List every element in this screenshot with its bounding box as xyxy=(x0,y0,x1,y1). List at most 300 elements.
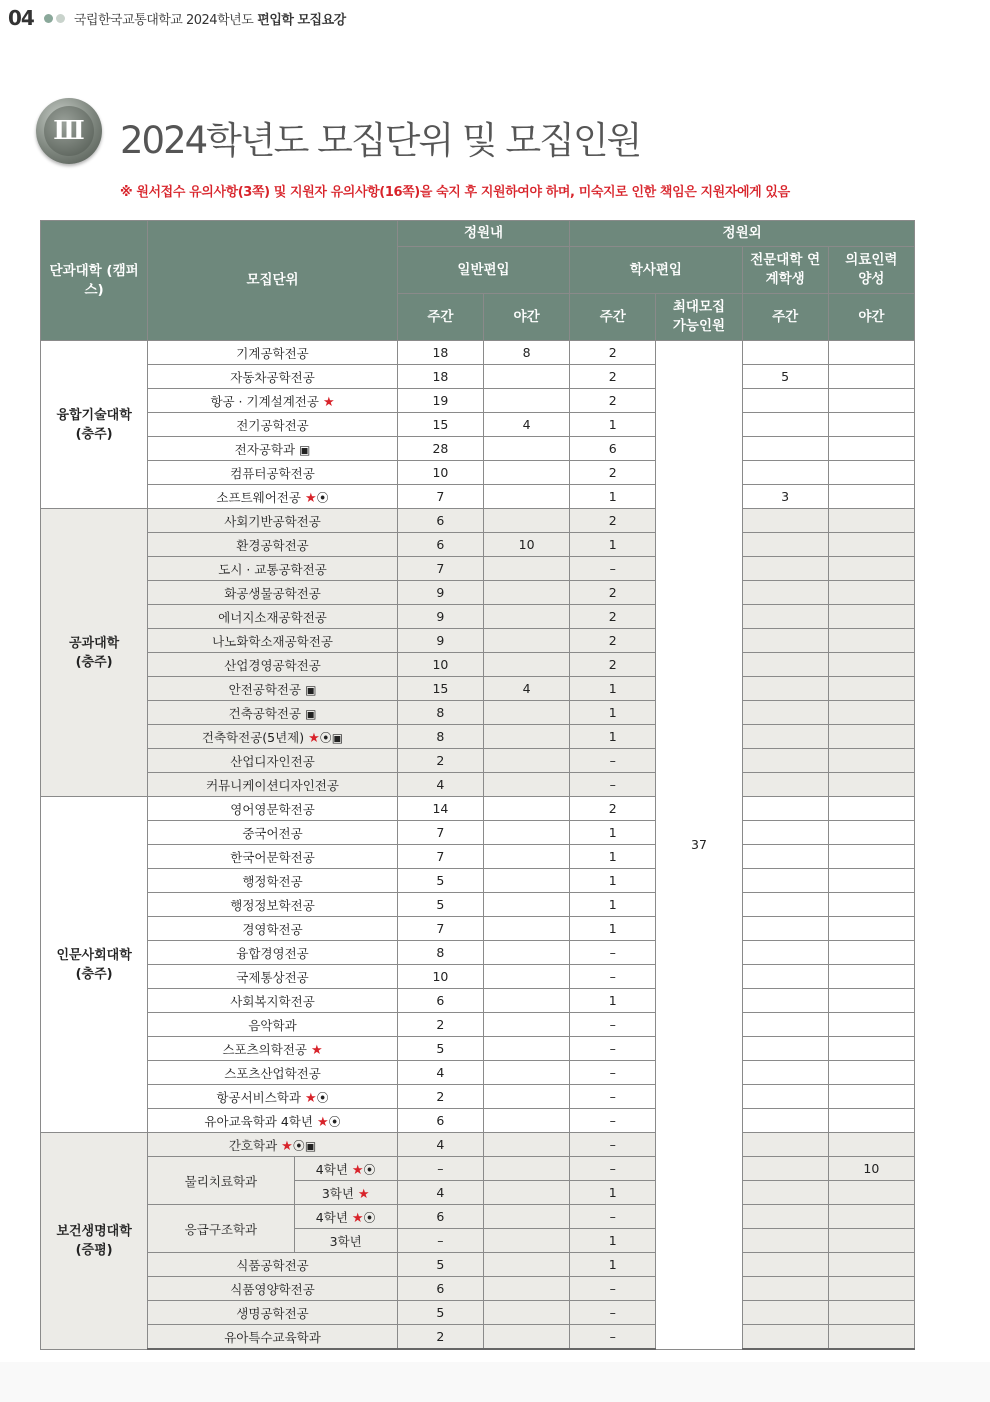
medical-value xyxy=(828,605,914,629)
general-night-value xyxy=(484,1205,570,1229)
unit-name: 한국어문학전공 xyxy=(230,849,315,865)
bachelor-day-value: 1 xyxy=(570,917,656,941)
page-number: 04 xyxy=(8,6,34,30)
general-day-value: 10 xyxy=(397,965,483,989)
general-night-value xyxy=(484,965,570,989)
general-night-value xyxy=(484,389,570,413)
table-row xyxy=(41,485,915,509)
medical-header: 의료인력 양성 xyxy=(828,247,914,294)
unit-name-cell xyxy=(148,917,398,941)
general-day-value: – xyxy=(397,1229,483,1253)
unit-name-cell xyxy=(148,1277,398,1301)
junior-college-value xyxy=(742,1325,828,1350)
unit-mark-symbol: ★⦿ xyxy=(304,1090,329,1106)
bachelor-day-value: 2 xyxy=(570,341,656,365)
bachelor-day-value: 2 xyxy=(570,629,656,653)
table-row xyxy=(41,1037,915,1061)
general-night-value xyxy=(484,461,570,485)
general-night-header: 야간 xyxy=(484,294,570,341)
medical-value xyxy=(828,989,914,1013)
unit-name: 생명공학전공 xyxy=(236,1305,309,1321)
medical-value xyxy=(828,365,914,389)
bachelor-day-value: – xyxy=(570,1085,656,1109)
unit-name-cell xyxy=(148,797,398,821)
max-capacity-value: 37 xyxy=(656,341,742,1350)
medical-night-header: 야간 xyxy=(828,294,914,341)
junior-college-value xyxy=(742,1109,828,1133)
bachelor-day-value: 2 xyxy=(570,605,656,629)
unit-name: 간호학과 xyxy=(228,1137,278,1153)
table-row xyxy=(41,1253,915,1277)
table-row xyxy=(41,1109,915,1133)
table-row xyxy=(41,701,915,725)
junior-college-value xyxy=(742,341,828,365)
header-dot-icon xyxy=(56,14,65,23)
general-night-value xyxy=(484,437,570,461)
junior-college-value xyxy=(742,869,828,893)
general-day-value: 7 xyxy=(397,845,483,869)
junior-college-day-header: 주간 xyxy=(742,294,828,341)
unit-name-cell xyxy=(148,965,398,989)
general-day-value: 18 xyxy=(397,341,483,365)
unit-name: 행정정보학전공 xyxy=(230,897,315,913)
general-day-value: 9 xyxy=(397,581,483,605)
unit-name-cell xyxy=(148,989,398,1013)
bachelor-day-value: – xyxy=(570,1277,656,1301)
medical-value xyxy=(828,941,914,965)
bachelor-day-value: – xyxy=(570,1061,656,1085)
bachelor-day-value: 6 xyxy=(570,437,656,461)
medical-value xyxy=(828,1301,914,1325)
table-row xyxy=(41,509,915,533)
unit-name: 항공 · 기계설계전공 xyxy=(210,393,319,409)
general-night-value xyxy=(484,797,570,821)
general-day-value: 19 xyxy=(397,389,483,413)
general-day-value: 8 xyxy=(397,941,483,965)
table-row xyxy=(41,1277,915,1301)
col-college-header: 단과대학 (캠퍼스) xyxy=(41,221,148,341)
unit-name: 기계공학전공 xyxy=(236,345,309,361)
general-day-value: 7 xyxy=(397,821,483,845)
bachelor-day-value: – xyxy=(570,941,656,965)
unit-name: 음악학과 xyxy=(248,1017,297,1033)
unit-mark-symbol: ★ xyxy=(310,1042,323,1058)
medical-value xyxy=(828,581,914,605)
general-day-value: 6 xyxy=(397,1109,483,1133)
bachelor-day-value: – xyxy=(570,1013,656,1037)
junior-college-value xyxy=(742,413,828,437)
section-numeral-badge xyxy=(36,98,102,164)
medical-value xyxy=(828,485,914,509)
medical-value xyxy=(828,509,914,533)
general-night-value xyxy=(484,701,570,725)
general-day-value: 2 xyxy=(397,1325,483,1350)
general-day-value: 2 xyxy=(397,1013,483,1037)
unit-name: 영어영문학전공 xyxy=(230,801,315,817)
unit-mark-symbol: ★⦿▣ xyxy=(281,1138,317,1154)
general-day-value: 5 xyxy=(397,1301,483,1325)
unit-name: 전기공학전공 xyxy=(236,417,309,433)
medical-value xyxy=(828,653,914,677)
medical-value xyxy=(828,1013,914,1037)
medical-value xyxy=(828,821,914,845)
unit-mark-symbol: ★ xyxy=(322,394,335,410)
junior-college-value xyxy=(742,581,828,605)
unit-name-cell xyxy=(148,1109,398,1133)
general-day-value: 28 xyxy=(397,437,483,461)
unit-year-cell xyxy=(294,1229,397,1253)
general-day-value: 10 xyxy=(397,461,483,485)
junior-college-value xyxy=(742,437,828,461)
unit-name-cell xyxy=(148,629,398,653)
bachelor-day-value: 2 xyxy=(570,653,656,677)
unit-name: 응급구조학과 xyxy=(184,1221,258,1237)
unit-year: 4학년 xyxy=(315,1161,348,1177)
general-night-value xyxy=(484,629,570,653)
unit-name-cell xyxy=(148,773,398,797)
bachelor-day-value: 2 xyxy=(570,389,656,413)
general-day-value: 15 xyxy=(397,677,483,701)
general-day-header: 주간 xyxy=(397,294,483,341)
medical-value xyxy=(828,1205,914,1229)
general-night-value xyxy=(484,485,570,509)
junior-college-value xyxy=(742,845,828,869)
unit-mark-symbol: ▣ xyxy=(299,442,311,457)
general-day-value: 7 xyxy=(397,557,483,581)
college-cell: 공과대학 (충주) xyxy=(41,509,148,797)
medical-value xyxy=(828,557,914,581)
unit-name: 소프트웨어전공 xyxy=(216,489,301,505)
unit-name-cell xyxy=(148,437,398,461)
general-transfer-header: 일반편입 xyxy=(397,247,569,294)
unit-name: 건축공학전공 xyxy=(228,705,302,721)
page-footer-band xyxy=(0,1362,990,1402)
junior-college-value xyxy=(742,509,828,533)
general-night-value: 4 xyxy=(484,677,570,701)
medical-value xyxy=(828,1037,914,1061)
medical-value xyxy=(828,1085,914,1109)
unit-name-cell xyxy=(148,605,398,629)
unit-name: 나노화학소재공학전공 xyxy=(212,633,333,649)
general-night-value xyxy=(484,845,570,869)
general-day-value: 7 xyxy=(397,917,483,941)
table-row xyxy=(41,773,915,797)
junior-college-value xyxy=(742,629,828,653)
bachelor-day-value: – xyxy=(570,557,656,581)
unit-year-cell xyxy=(294,1157,397,1181)
general-night-value xyxy=(484,1277,570,1301)
table-row xyxy=(41,1325,915,1350)
bachelor-day-value: 1 xyxy=(570,1229,656,1253)
bachelor-day-value: 1 xyxy=(570,1253,656,1277)
unit-name-cell xyxy=(148,1253,398,1277)
bachelor-day-value: 1 xyxy=(570,821,656,845)
bachelor-day-value: – xyxy=(570,1325,656,1350)
bachelor-day-value: 1 xyxy=(570,485,656,509)
in-quota-header: 정원내 xyxy=(397,221,569,247)
running-header xyxy=(8,6,346,30)
unit-name-cell xyxy=(148,341,398,365)
general-day-value: 9 xyxy=(397,605,483,629)
junior-college-value: 5 xyxy=(742,365,828,389)
bachelor-day-value: 2 xyxy=(570,365,656,389)
junior-college-value xyxy=(742,1157,828,1181)
table-row xyxy=(41,941,915,965)
general-day-value: 4 xyxy=(397,1181,483,1205)
unit-name: 식품공학전공 xyxy=(236,1257,309,1273)
general-day-value: 9 xyxy=(397,629,483,653)
medical-value xyxy=(828,677,914,701)
medical-value xyxy=(828,725,914,749)
unit-name-cell xyxy=(148,725,398,749)
junior-college-value xyxy=(742,1229,828,1253)
unit-name-cell xyxy=(148,1205,294,1253)
table-row xyxy=(41,749,915,773)
general-day-value: 14 xyxy=(397,797,483,821)
table-row xyxy=(41,557,915,581)
medical-value xyxy=(828,629,914,653)
unit-name: 전자공학과 xyxy=(234,441,296,457)
bachelor-day-header: 주간 xyxy=(570,294,656,341)
unit-name: 커뮤니케이션디자인전공 xyxy=(206,777,339,793)
general-night-value xyxy=(484,1325,570,1350)
general-night-value xyxy=(484,1133,570,1157)
general-day-value: 2 xyxy=(397,1085,483,1109)
bachelor-day-value: – xyxy=(570,1109,656,1133)
general-night-value xyxy=(484,773,570,797)
general-day-value: 6 xyxy=(397,509,483,533)
general-day-value: 18 xyxy=(397,365,483,389)
general-night-value xyxy=(484,1301,570,1325)
general-day-value: 5 xyxy=(397,1037,483,1061)
medical-value xyxy=(828,389,914,413)
junior-college-value xyxy=(742,965,828,989)
unit-mark-symbol: ★⦿▣ xyxy=(308,730,344,746)
unit-year: 3학년 xyxy=(329,1233,362,1249)
bachelor-day-value: 1 xyxy=(570,845,656,869)
general-day-value: 6 xyxy=(397,1277,483,1301)
general-day-value: 15 xyxy=(397,413,483,437)
junior-college-value xyxy=(742,725,828,749)
medical-value xyxy=(828,1061,914,1085)
unit-name-cell xyxy=(148,701,398,725)
junior-college-value xyxy=(742,533,828,557)
unit-name-cell xyxy=(148,1085,398,1109)
table-row xyxy=(41,437,915,461)
general-night-value xyxy=(484,1229,570,1253)
col-unit-header: 모집단위 xyxy=(148,221,398,341)
bachelor-day-value: 1 xyxy=(570,725,656,749)
junior-college-value xyxy=(742,797,828,821)
unit-name: 스포츠산업학전공 xyxy=(224,1065,321,1081)
medical-value xyxy=(828,893,914,917)
medical-value xyxy=(828,1109,914,1133)
bachelor-day-value: 2 xyxy=(570,509,656,533)
bachelor-day-value: 1 xyxy=(570,989,656,1013)
general-night-value xyxy=(484,1181,570,1205)
table-row xyxy=(41,653,915,677)
unit-name-cell xyxy=(148,581,398,605)
unit-name-cell xyxy=(148,869,398,893)
general-day-value: – xyxy=(397,1157,483,1181)
bachelor-day-value: 1 xyxy=(570,413,656,437)
junior-college-value xyxy=(742,941,828,965)
bachelor-day-value: 2 xyxy=(570,461,656,485)
table-row xyxy=(41,1205,915,1229)
general-night-value xyxy=(484,581,570,605)
table-row xyxy=(41,869,915,893)
medical-value xyxy=(828,413,914,437)
table-row xyxy=(41,365,915,389)
unit-name-cell xyxy=(148,1133,398,1157)
bachelor-day-value: 2 xyxy=(570,581,656,605)
junior-college-value xyxy=(742,701,828,725)
unit-name-cell xyxy=(148,653,398,677)
medical-value: 10 xyxy=(828,1157,914,1181)
medical-value xyxy=(828,749,914,773)
unit-name: 사회복지학전공 xyxy=(230,993,315,1009)
general-night-value xyxy=(484,1061,570,1085)
bachelor-day-value: 1 xyxy=(570,677,656,701)
bachelor-day-value: 2 xyxy=(570,797,656,821)
unit-name-cell xyxy=(148,845,398,869)
junior-college-value xyxy=(742,773,828,797)
junior-college-value xyxy=(742,389,828,413)
junior-college-value: 3 xyxy=(742,485,828,509)
unit-name-cell xyxy=(148,389,398,413)
unit-name-cell xyxy=(148,1061,398,1085)
junior-college-value xyxy=(742,1085,828,1109)
unit-name-cell xyxy=(148,749,398,773)
unit-name: 스포츠의학전공 xyxy=(222,1041,307,1057)
college-cell: 융합기술대학 (충주) xyxy=(41,341,148,509)
bachelor-day-value: 1 xyxy=(570,893,656,917)
bachelor-day-value: – xyxy=(570,1133,656,1157)
table-row xyxy=(41,989,915,1013)
medical-value xyxy=(828,701,914,725)
bachelor-day-value: 1 xyxy=(570,869,656,893)
unit-mark-symbol: ▣ xyxy=(305,682,317,697)
bachelor-day-value: – xyxy=(570,773,656,797)
junior-college-value xyxy=(742,1037,828,1061)
general-day-value: 8 xyxy=(397,701,483,725)
junior-college-value xyxy=(742,917,828,941)
bachelor-day-value: – xyxy=(570,1205,656,1229)
unit-name-cell xyxy=(148,509,398,533)
unit-name-cell xyxy=(148,1013,398,1037)
bachelor-day-value: – xyxy=(570,1157,656,1181)
general-night-value xyxy=(484,749,570,773)
unit-name: 식품영양학전공 xyxy=(230,1281,315,1297)
medical-value xyxy=(828,1133,914,1157)
unit-name: 산업디자인전공 xyxy=(230,753,315,769)
medical-value xyxy=(828,533,914,557)
unit-mark-symbol: ★⦿ xyxy=(351,1210,376,1226)
table-row xyxy=(41,629,915,653)
table-row xyxy=(41,341,915,365)
general-night-value: 10 xyxy=(484,533,570,557)
unit-year-cell xyxy=(294,1181,397,1205)
general-day-value: 6 xyxy=(397,533,483,557)
junior-college-value xyxy=(742,989,828,1013)
college-cell: 인문사회대학 (충주) xyxy=(41,797,148,1133)
junior-college-value xyxy=(742,1133,828,1157)
unit-name: 에너지소재공학전공 xyxy=(218,609,327,625)
unit-name: 물리치료학과 xyxy=(184,1173,258,1189)
general-night-value xyxy=(484,941,570,965)
junior-college-value xyxy=(742,893,828,917)
unit-name-cell xyxy=(148,821,398,845)
unit-name: 화공생물공학전공 xyxy=(224,585,321,601)
unit-name: 유아교육학과 4학년 xyxy=(204,1113,313,1129)
unit-name: 사회기반공학전공 xyxy=(224,513,321,529)
college-cell: 보건생명대학 (증평) xyxy=(41,1133,148,1350)
general-day-value: 4 xyxy=(397,1133,483,1157)
junior-college-value xyxy=(742,1277,828,1301)
bachelor-day-value: 1 xyxy=(570,701,656,725)
unit-name: 중국어전공 xyxy=(242,825,303,841)
header-dot-icon xyxy=(44,14,53,23)
general-night-value xyxy=(484,509,570,533)
max-capacity-header: 최대모집 가능인원 xyxy=(656,294,742,341)
junior-college-value xyxy=(742,1061,828,1085)
general-day-value: 2 xyxy=(397,749,483,773)
junior-college-header: 전문대학 연계학생 xyxy=(742,247,828,294)
notice-text: ※ 원서접수 유의사항(3쪽) 및 지원자 유의사항(16쪽)을 숙지 후 지원하여야 하며, 미숙지로 인한 책임은 지원자에게 있음 xyxy=(120,185,790,200)
general-night-value xyxy=(484,917,570,941)
junior-college-value xyxy=(742,1205,828,1229)
junior-college-value xyxy=(742,605,828,629)
table-row xyxy=(41,1085,915,1109)
table-row xyxy=(41,413,915,437)
table-row xyxy=(41,845,915,869)
unit-name-cell xyxy=(148,485,398,509)
bachelor-day-value: – xyxy=(570,965,656,989)
unit-name: 유아특수교육학과 xyxy=(224,1329,321,1345)
unit-mark-symbol: ▣ xyxy=(305,706,317,721)
junior-college-value xyxy=(742,749,828,773)
general-day-value: 4 xyxy=(397,773,483,797)
junior-college-value xyxy=(742,653,828,677)
medical-value xyxy=(828,437,914,461)
junior-college-value xyxy=(742,677,828,701)
general-day-value: 10 xyxy=(397,653,483,677)
unit-name: 컴퓨터공학전공 xyxy=(230,465,315,481)
junior-college-value xyxy=(742,1301,828,1325)
junior-college-value xyxy=(742,1253,828,1277)
general-night-value xyxy=(484,869,570,893)
general-day-value: 5 xyxy=(397,1253,483,1277)
general-night-value xyxy=(484,365,570,389)
table-row xyxy=(41,893,915,917)
general-night-value xyxy=(484,1013,570,1037)
bachelor-day-value: 1 xyxy=(570,1181,656,1205)
table-row xyxy=(41,1061,915,1085)
medical-value xyxy=(828,341,914,365)
unit-mark-symbol: ★⦿ xyxy=(351,1162,376,1178)
medical-value xyxy=(828,917,914,941)
unit-name-cell xyxy=(148,1157,294,1205)
unit-name: 융합경영전공 xyxy=(236,945,309,961)
medical-value xyxy=(828,845,914,869)
unit-name: 행정학전공 xyxy=(242,873,303,889)
table-row xyxy=(41,1301,915,1325)
unit-name-cell xyxy=(148,365,398,389)
table-row xyxy=(41,389,915,413)
unit-name-cell xyxy=(148,941,398,965)
table-row xyxy=(41,461,915,485)
medical-value xyxy=(828,1181,914,1205)
